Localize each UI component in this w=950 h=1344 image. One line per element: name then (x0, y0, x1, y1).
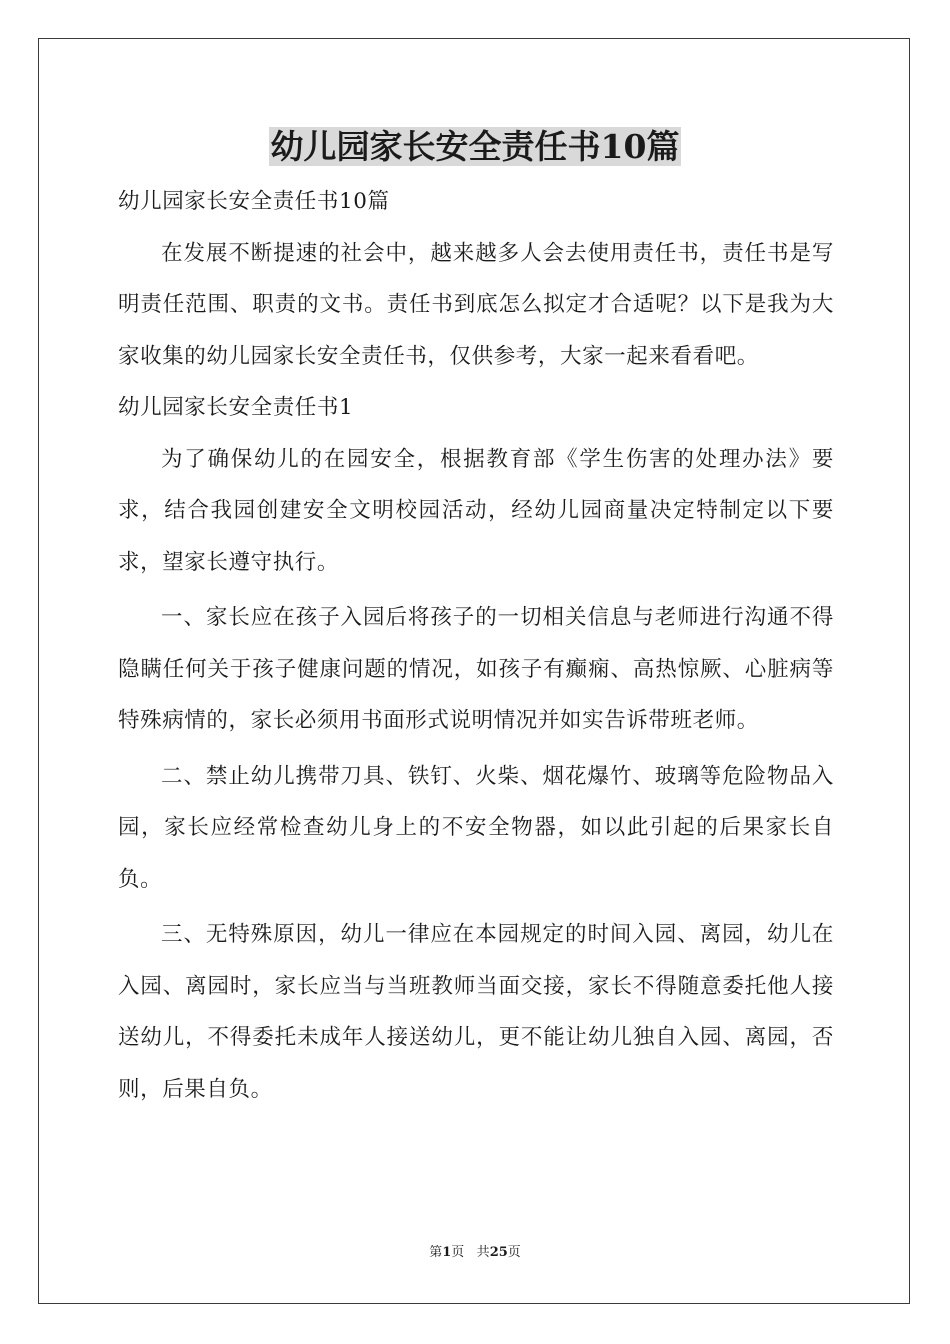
subtitle-line: 幼儿园家长安全责任书10篇 (118, 189, 390, 214)
body-paragraph: 为了确保幼儿的在园安全，根据教育部《学生伤害的处理办法》要求，结合我园创建安全文明校园活动，经幼儿园商量决定特制定以下要求，望家长遵守执行。 (118, 446, 834, 575)
total-suffix: 页 (507, 1245, 521, 1260)
body-paragraph: 二、禁止幼儿携带刀具、铁钉、火柴、烟花爆竹、玻璃等危险物品入园，家长应经常检查幼儿身上的不安全物器，如以此引起的后果家长自负。 (118, 763, 834, 892)
total-prefix: 共 (476, 1245, 490, 1260)
body-paragraph: 三、无特殊原因，幼儿一律应在本园规定的时间入园、离园，幼儿在入园、离园时，家长应当与当班教师当面交接，家长不得随意委托他人接送幼儿，不得委托未成年人接送幼儿，更不能让幼儿独自入园、离园，否则，后果自负。 (118, 922, 834, 1102)
page-suffix: 页 (451, 1245, 465, 1260)
section-heading: 幼儿园家长安全责任书1 (118, 395, 354, 420)
body-paragraph: 一、家长应在孩子入园后将孩子的一切相关信息与老师进行沟通不得隐瞒任何关于孩子健康问题的情况，如孩子有癫痫、高热惊厥、心脏病等特殊病情的，家长必须用书面形式说明情况并如实告诉带班老师。 (118, 605, 834, 733)
document-title (0, 124, 950, 170)
total-pages: 25 (489, 1245, 508, 1260)
page-footer (0, 1244, 950, 1262)
document-title-text: 幼儿园家长安全责任书10篇 (270, 127, 680, 166)
page-number: 1 (442, 1245, 452, 1260)
page-prefix: 第 (429, 1245, 443, 1260)
intro-paragraph: 在发展不断提速的社会中，越来越多人会去使用责任书，责任书是写明责任范围、职责的文书。责任书到底怎么拟定才合适呢？以下是我为大家收集的幼儿园家长安全责任书，仅供参考，大家一起来看看吧。 (118, 240, 834, 369)
document-body (118, 176, 834, 1115)
